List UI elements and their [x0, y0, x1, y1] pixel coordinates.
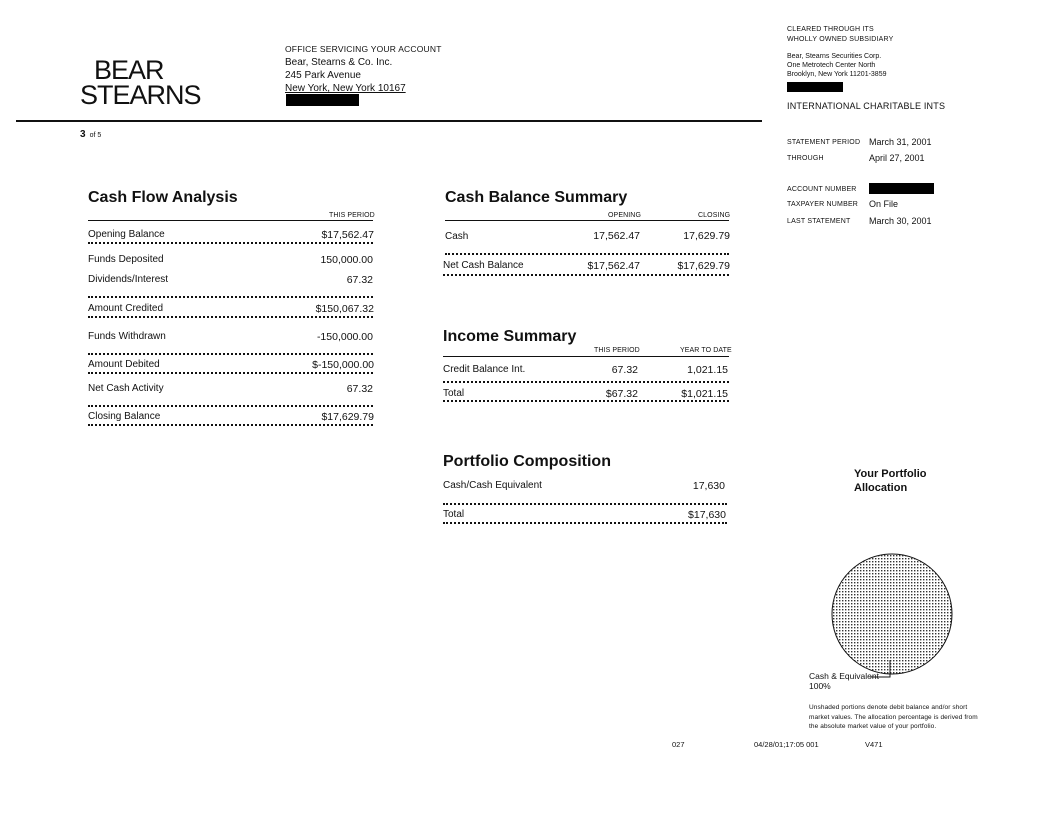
- amount-debited: $-150,000.00: [312, 359, 374, 371]
- income-summary-title: Income Summary: [443, 328, 577, 345]
- income-total-ytd: $1,021.15: [681, 388, 728, 400]
- credit-balance-int-ytd: 1,021.15: [687, 364, 728, 376]
- pie-slice-0: [832, 554, 952, 674]
- clearing-address2: Brooklyn, New York 11201-3859: [787, 71, 887, 78]
- pie-slice-label: [809, 671, 879, 691]
- dividends-label: Dividends/Interest: [88, 274, 169, 285]
- account-name: INTERNATIONAL CHARITABLE INTS: [787, 101, 946, 111]
- funds-withdrawn-label: Funds Withdrawn: [88, 331, 166, 342]
- footer-timestamp: 04/28/01;17:05 001: [754, 740, 819, 749]
- office-city: New York, New York 10167: [285, 83, 406, 94]
- col-closing: CLOSING: [698, 212, 731, 219]
- header-rule: [16, 120, 762, 122]
- dotted-rule: [88, 405, 373, 407]
- slice-name: Cash & Equivalent: [809, 671, 879, 681]
- dotted-rule: [88, 353, 373, 355]
- funds-withdrawn: -150,000.00: [316, 331, 373, 343]
- dotted-rule: [88, 296, 373, 298]
- dotted-rule: [443, 522, 727, 524]
- clearing-notice: [787, 25, 894, 44]
- closing-balance-label: Closing Balance: [88, 411, 161, 422]
- redacted-account-number: [869, 183, 934, 194]
- amount-credited-label: Amount Credited: [88, 303, 164, 314]
- closing-balance: $17,629.79: [321, 411, 374, 423]
- taxpayer-number: On File: [869, 199, 899, 209]
- cash-closing: 17,629.79: [683, 230, 730, 242]
- through-label: THROUGH: [787, 155, 824, 162]
- through-date: April 27, 2001: [869, 153, 925, 163]
- bear-stearns-logo: [80, 55, 201, 110]
- net-cash-activity-label: Net Cash Activity: [88, 383, 164, 394]
- dividends: 67.32: [346, 274, 373, 286]
- account-number-label: ACCOUNT NUMBER: [787, 186, 857, 193]
- allocation-title: [854, 467, 927, 495]
- amount-credited: $150,067.32: [315, 303, 374, 315]
- office-header: OFFICE SERVICING YOUR ACCOUNT: [285, 44, 442, 54]
- footer-version: V471: [865, 740, 883, 749]
- funds-deposited-label: Funds Deposited: [88, 254, 164, 265]
- clearing-line2: WHOLLY OWNED SUBSIDIARY: [787, 35, 894, 43]
- net-closing: $17,629.79: [677, 260, 730, 272]
- net-cash-balance-label: Net Cash Balance: [443, 260, 524, 271]
- footer-code: 027: [672, 740, 685, 749]
- cash-opening: 17,562.47: [593, 230, 640, 242]
- table-rule: [88, 220, 373, 221]
- office-street: 245 Park Avenue: [285, 70, 361, 81]
- last-statement-label: LAST STATEMENT: [787, 218, 851, 225]
- statement-period-label: STATEMENT PERIOD: [787, 139, 861, 146]
- cash-equivalent-value: 17,630: [692, 480, 725, 492]
- allocation-title-line2: Allocation: [854, 482, 908, 494]
- cash-flow-col-header: THIS PERIOD: [329, 212, 375, 219]
- dotted-rule: [88, 372, 373, 374]
- opening-balance-label: Opening Balance: [88, 229, 165, 240]
- slice-percent: 100%: [809, 681, 831, 691]
- last-statement: March 30, 2001: [869, 216, 932, 226]
- portfolio-composition-title: Portfolio Composition: [443, 453, 611, 470]
- cash-label: Cash: [445, 231, 469, 242]
- portfolio-total: $17,630: [688, 509, 726, 521]
- redacted-box: [787, 82, 843, 92]
- dotted-rule: [443, 381, 729, 383]
- cash-flow-title: Cash Flow Analysis: [88, 189, 238, 206]
- amount-debited-label: Amount Debited: [88, 359, 160, 370]
- table-rule: [443, 356, 729, 357]
- office-name: Bear, Stearns & Co. Inc.: [285, 57, 393, 68]
- dotted-rule: [445, 253, 729, 255]
- credit-balance-int-period: 67.32: [611, 364, 638, 376]
- clearing-address: [787, 52, 887, 79]
- income-total-label: Total: [443, 388, 465, 399]
- dotted-rule: [88, 316, 373, 318]
- page-num: 3: [80, 129, 86, 140]
- page-of: of 5: [89, 132, 102, 139]
- funds-deposited: 150,000.00: [320, 254, 373, 266]
- redacted-box: [286, 94, 359, 106]
- dotted-rule: [88, 424, 373, 426]
- col-year-to-date: YEAR TO DATE: [680, 347, 732, 354]
- logo-line1: BEAR: [94, 55, 164, 85]
- credit-balance-int-label: Credit Balance Int.: [443, 364, 526, 375]
- allocation-title-line1: Your Portfolio: [854, 468, 927, 480]
- clearing-line1: CLEARED THROUGH ITS: [787, 26, 874, 33]
- cash-balance-title: Cash Balance Summary: [445, 189, 628, 206]
- dotted-rule: [443, 274, 729, 276]
- allocation-note: Unshaded portions denote debit balance and/or short market values. The allocation percentage is derived from the absolute market value of your portfolio.: [809, 704, 978, 730]
- dotted-rule: [443, 400, 729, 402]
- net-opening: $17,562.47: [587, 260, 640, 272]
- allocation-pie-chart: [830, 552, 954, 676]
- income-total-period: $67.32: [605, 388, 638, 400]
- page-number: [80, 129, 101, 140]
- col-this-period: THIS PERIOD: [594, 347, 640, 354]
- net-cash-activity: 67.32: [346, 383, 373, 395]
- table-rule: [445, 220, 729, 221]
- taxpayer-label: TAXPAYER NUMBER: [787, 201, 859, 208]
- office-address: [285, 43, 442, 95]
- portfolio-total-label: Total: [443, 509, 465, 520]
- dotted-rule: [443, 503, 727, 505]
- opening-balance: $17,562.47: [321, 229, 374, 241]
- statement-period: March 31, 2001: [869, 137, 932, 147]
- clearing-corp: Bear, Stearns Securities Corp.: [787, 53, 882, 60]
- col-opening: OPENING: [608, 212, 641, 219]
- logo-line2: STEARNS: [80, 80, 201, 110]
- cash-equivalent-label: Cash/Cash Equivalent: [443, 480, 542, 491]
- clearing-address1: One Metrotech Center North: [787, 62, 876, 69]
- dotted-rule: [88, 242, 373, 244]
